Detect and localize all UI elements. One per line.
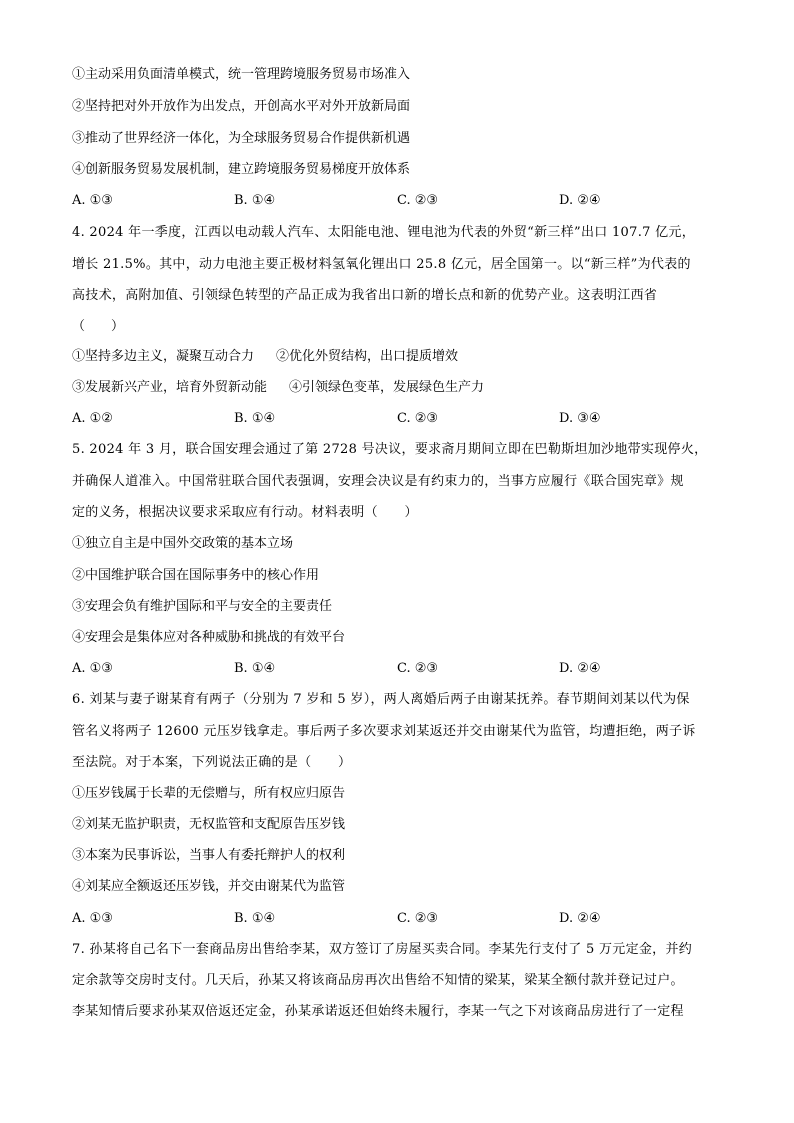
q3-option-c[interactable]: C. ②③ (397, 193, 439, 208)
q4-option-d[interactable]: D. ③④ (559, 411, 601, 426)
q6-option-c[interactable]: C. ②③ (397, 911, 439, 926)
q5-stem-line-2: 并确保人道准入。中国常驻联合国代表强调，安理会决议是有约束力的，当事方应履行《联合国宪章》规 (72, 474, 684, 489)
q6-item-3: ③本案为民事诉讼，当事人有委托辩护人的权利 (72, 848, 346, 863)
q3-option-d[interactable]: D. ②④ (559, 193, 601, 208)
q4-option-b[interactable]: B. ①④ (234, 411, 276, 426)
q7-stem-line-3: 李某知情后要求孙某双倍返还定金，孙某承诺返还但始终未履行，李某一气之下对该商品房进行了一定程 (72, 1004, 684, 1019)
q6-stem-line-1: 6. 刘某与妻子谢某育有两子（分别为 7 岁和 5 岁），两人离婚后两子由谢某抚养。春节期间刘某以代为保 (72, 692, 690, 707)
q5-stem-line-1: 5. 2024 年 3 月，联合国安理会通过了第 2728 号决议，要求斋月期间立即在巴勒斯坦加沙地带实现停火， (72, 442, 708, 457)
q5-option-c[interactable]: C. ②③ (397, 661, 439, 676)
q6-item-4: ④刘某应全额返还压岁钱，并交由谢某代为监管 (72, 879, 346, 894)
q5-item-4: ④安理会是集体应对各种威胁和挑战的有效平台 (72, 630, 346, 645)
q4-item-2: ②优化外贸结构，出口提质增效 (276, 349, 459, 364)
q5-item-1: ①独立自主是中国外交政策的基本立场 (72, 536, 294, 551)
q3-option-b[interactable]: B. ①④ (234, 193, 276, 208)
q4-item-4: ④引领绿色变革，发展绿色生产力 (289, 380, 485, 395)
q6-stem-line-2: 管名义将两子 12600 元压岁钱拿走。事后两子多次要求刘某返还并交由谢某代为监管，均遭拒绝，两子诉 (72, 724, 696, 739)
q3-option-a[interactable]: A. ①③ (72, 193, 113, 208)
q4-item-1: ①坚持多边主义，凝聚互动合力 (72, 349, 255, 364)
q7-stem-line-1: 7. 孙某将自己名下一套商品房出售给李某，双方签订了房屋买卖合同。李某先行支付了 5 万元定金，并约 (72, 942, 693, 957)
q3-item-3: ③推动了世界经济一体化，为全球服务贸易合作提供新机遇 (72, 131, 411, 146)
q6-option-a[interactable]: A. ①③ (72, 911, 113, 926)
q4-items-row-1 (72, 348, 458, 366)
q7-stem-line-2: 定余款等交房时支付。几天后，孙某又将该商品房再次出售给不知情的梁某，梁某全额付款并登记过户。 (72, 973, 684, 988)
q4-stem-line-4: （ ） (72, 319, 125, 334)
q4-items-row-2 (72, 379, 484, 397)
q4-option-c[interactable]: C. ②③ (397, 411, 439, 426)
q3-item-4: ④创新服务贸易发展机制，建立跨境服务贸易梯度开放体系 (72, 162, 411, 177)
q4-option-a[interactable]: A. ①② (72, 411, 113, 426)
q6-option-d[interactable]: D. ②④ (559, 911, 601, 926)
q5-option-d[interactable]: D. ②④ (559, 661, 601, 676)
q5-stem-line-3: 定的义务，根据决议要求采取应有行动。材料表明（ ） (72, 505, 418, 520)
q4-stem-line-1: 4. 2024 年一季度，江西以电动载人汽车、太阳能电池、锂电池为代表的外贸“新三样”出口 107.7 亿元， (72, 225, 696, 240)
q3-item-2: ②坚持把对外开放作为出发点，开创高水平对外开放新局面 (72, 99, 411, 114)
q5-item-3: ③安理会负有维护国际和平与安全的主要责任 (72, 599, 333, 614)
q4-stem-line-3: 高技术，高附加值、引领绿色转型的产品正成为我省出口新的增长点和新的优势产业。这表明江西省 (72, 288, 658, 303)
q6-stem-line-3: 至法院。对于本案，下列说法正确的是（ ） (72, 755, 352, 770)
q5-option-b[interactable]: B. ①④ (234, 661, 276, 676)
q6-item-2: ②刘某无监护职责，无权监管和支配原告压岁钱 (72, 817, 346, 832)
q3-item-1: ①主动采用负面清单模式，统一管理跨境服务贸易市场准入 (72, 67, 411, 82)
q4-stem-line-2: 增长 21.5%。其中，动力电池主要正极材料氢氧化锂出口 25.8 亿元，居全国第一。以“新三样”为代表的 (72, 257, 691, 272)
q5-item-2: ②中国维护联合国在国际事务中的核心作用 (72, 568, 320, 583)
q6-option-b[interactable]: B. ①④ (234, 911, 276, 926)
q4-item-3: ③发展新兴产业，培育外贸新动能 (72, 380, 268, 395)
q5-option-a[interactable]: A. ①③ (72, 661, 113, 676)
q6-item-1: ①压岁钱属于长辈的无偿赠与，所有权应归原告 (72, 786, 346, 801)
